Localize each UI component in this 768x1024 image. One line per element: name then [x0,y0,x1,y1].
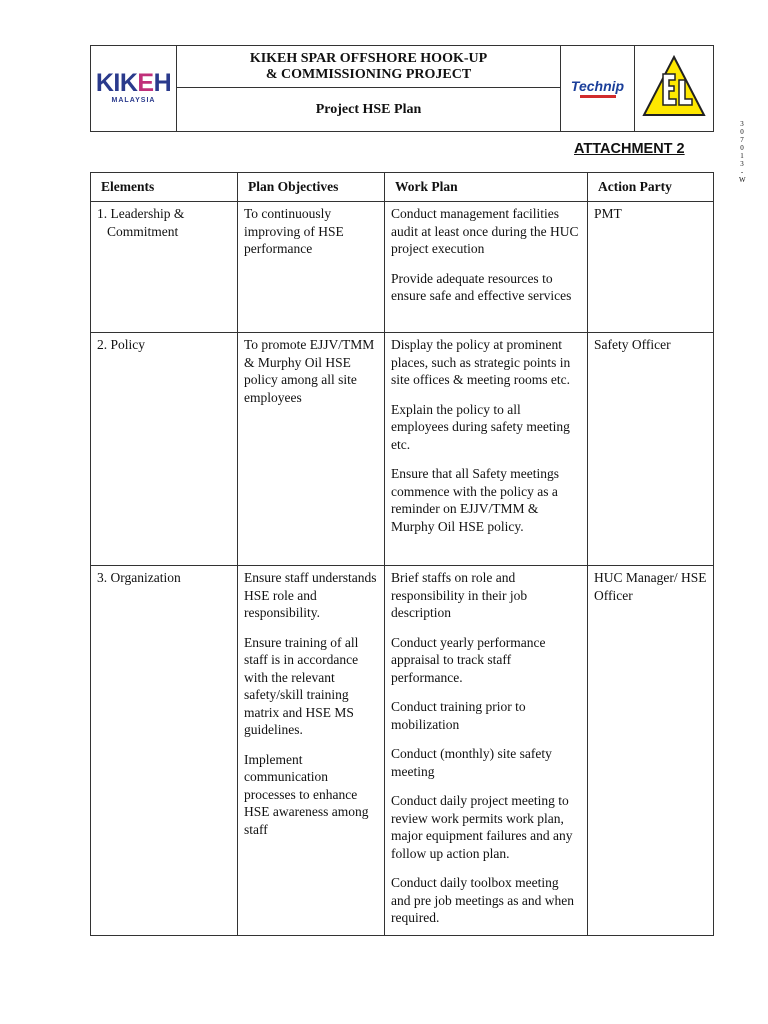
project-title [177,46,561,88]
attachment-label: ATTACHMENT 2 [574,141,685,157]
technip-logo-bar [580,95,616,98]
header-action-party: Action Party [588,173,714,202]
side-reference-char: 1 [740,152,744,160]
header-plan-objectives: Plan Objectives [238,173,385,202]
work-plan-item: Conduct training prior to mobilization [391,699,526,732]
header-elements: Elements [91,173,238,202]
element-cell [91,566,238,936]
objective-text: To continuously improving of HSE performance [244,206,344,256]
side-reference-char: 7 [740,136,744,144]
document-header [90,45,714,132]
element-cell [91,333,238,566]
table-row [91,202,714,333]
work-plan-item: Provide adequate resources to ensure safe and effective services [391,270,572,303]
side-reference [739,120,745,184]
side-reference-char: - [740,168,744,176]
work-plan-item: Conduct daily toolbox meeting and pre job meetings as and when required. [391,875,574,925]
technip-logo [561,46,635,132]
work-plan-item: Conduct management facilities audit at least once during the HUC project execution [391,206,579,256]
kikeh-logo-country: MALAYSIA [111,96,156,104]
objectives-cell [238,202,385,333]
objective-text: To promote EJJV/TMM & Murphy Oil HSE policy among all site employees [244,337,375,405]
work-plan-item: Display the policy at prominent places, such as strategic points in site offices & meeting rooms etc. [391,337,571,387]
side-reference-char: 3 [740,120,744,128]
element-label-continued: Commitment [107,223,179,239]
element-label: 2. Policy [97,337,146,352]
kikeh-logo-wordmark: KIKEH [95,68,172,97]
action-party-cell: Safety Officer [588,333,714,566]
work-plan-cell [385,566,588,936]
project-subtitle: Project HSE Plan [177,88,561,132]
el-logo-icon [641,54,707,118]
el-logo [635,46,714,132]
side-reference-char: 3 [740,160,744,168]
objective-text: Ensure staff understands HSE role and responsibility. [244,570,377,620]
table-row [91,566,714,936]
objective-text: Implement communication processes to enhance HSE awareness among staff [244,751,369,837]
work-plan-item: Conduct daily project meeting to review work permits work plan, major equipment failures and any follow up action plan. [391,793,573,861]
objectives-cell [238,566,385,936]
hse-plan-table [90,172,714,936]
side-reference-char: 0 [740,128,744,136]
side-reference-char: W [739,176,746,184]
table-header-row [91,173,714,202]
element-label: 1. Leadership & [97,206,185,221]
work-plan-item: Brief staffs on role and responsibility in their job description [391,570,528,620]
kikeh-logo [91,46,177,132]
work-plan-item: Ensure that all Safety meetings commence with the policy as a reminder on EJJV/TMM & Murphy Oil HSE policy. [391,466,559,534]
work-plan-cell [385,333,588,566]
work-plan-item: Explain the policy to all employees during safety meeting etc. [391,401,570,452]
element-cell [91,202,238,333]
action-party-cell: HUC Manager/ HSE Officer [588,566,714,936]
work-plan-cell [385,202,588,333]
objectives-cell [238,333,385,566]
objective-text: Ensure training of all staff is in accordance with the relevant safety/skill training matrix and HSE MS guidelines. [244,634,359,737]
table-row [91,333,714,566]
work-plan-item: Conduct (monthly) site safety meeting [391,746,552,779]
header-work-plan: Work Plan [385,173,588,202]
project-title-line1: KIKEH SPAR OFFSHORE HOOK-UP [249,50,488,66]
technip-logo-wordmark: Technip [570,78,625,94]
work-plan-item: Conduct yearly performance appraisal to track staff performance. [391,634,546,685]
action-party-cell: PMT [588,202,714,333]
element-label: 3. Organization [97,570,181,585]
project-title-line2: & COMMISSIONING PROJECT [265,66,472,82]
side-reference-char: 0 [740,144,744,152]
